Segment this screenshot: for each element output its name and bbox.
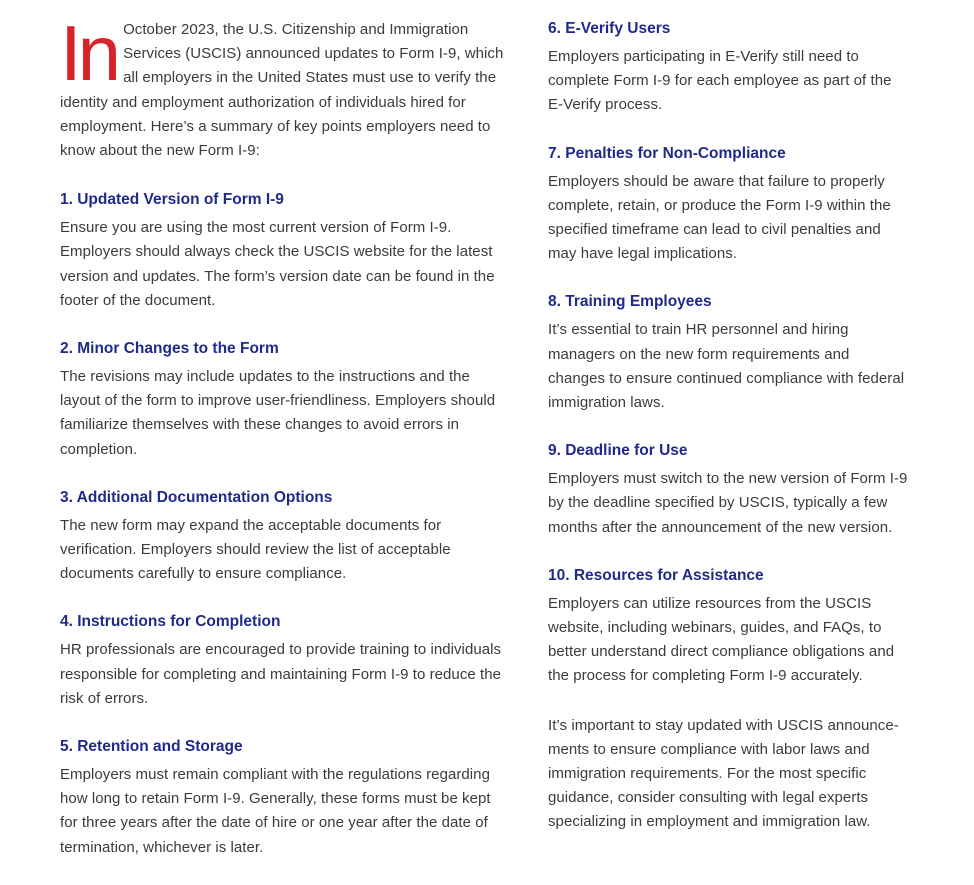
section-body: HR professionals are encouraged to provide training to individuals responsible for completing and maintaining Form I-9 to reduce the risk of errors. [60, 641, 502, 707]
section-body: Employers participating in E-Verify still need to complete Form I-9 for each employee as part of the E-Verify process. [548, 48, 892, 114]
section-body: Employers must switch to the new version of Form I-9 by the deadline specified by USCIS, typically a few months after the announcement of the new version. [548, 470, 908, 536]
section-body: The new form may expand the acceptable documents for verification. Employers should review the list of acceptable documents carefully to ensure compliance. [60, 516, 451, 583]
section-9 [548, 440, 910, 540]
section-title: 5. Retention and Storage [60, 738, 243, 756]
section-body: It’s essential to train HR personnel and hiring managers on the new form requirements and changes to ensure continued compliance with federal immigration laws. [548, 321, 905, 412]
section-title: 6. E-Verify Users [548, 20, 671, 37]
section-title: 3. Additional Documentation Options [60, 488, 333, 506]
section-title: 7. Penalties for Non-Compliance [548, 144, 786, 162]
section-10 [548, 565, 910, 689]
section-5 [60, 736, 506, 860]
section-title: 2. Minor Changes to the Form [60, 340, 279, 358]
section-8 [548, 291, 910, 415]
section-2 [60, 338, 506, 462]
section-title: 10. Resources for Assistance [548, 566, 764, 584]
closing-paragraph: It’s important to stay updated with USCIS announce-ments to ensure compliance with labor laws and immigration requirements. For the most specific guidance, consider consulting with legal experts specializing in employment and immigration law. [548, 716, 899, 831]
section-6 [548, 18, 910, 118]
left-column [60, 9, 506, 885]
section-body: Employers must remain compliant with the regulations regarding how long to retain Form I-9. Generally, these forms must be kept for three years after the date of hire or one year after the date of termination, whichever is later. [60, 766, 491, 856]
intro-paragraph [60, 9, 506, 163]
drop-cap: In [60, 9, 118, 97]
section-title: 9. Deadline for Use [548, 442, 688, 460]
section-title: 4. Instructions for Completion [60, 613, 281, 631]
intro-text: October 2023, the U.S. Citizenship and Immigration Services (USCIS) announced updates to Form I-9, which all employers in the United States must use to verify the identity and employment authorization of individuals hired for employment. Here’s a summary of key points employers need to know about the new Form I-9: [60, 21, 504, 160]
section-body: Employers should be aware that failure to properly complete, retain, or produce the Form I-9 within the specified timeframe can lead to civil penalties and may have legal implications. [548, 172, 891, 263]
section-body: Employers can utilize resources from the USCIS website, including webinars, guides, and FAQs, to better understand direct compliance obligations and the process for completing Form I-9 accurately. [548, 594, 895, 685]
section-7 [548, 143, 910, 267]
section-4 [60, 611, 506, 711]
right-column [548, 18, 910, 835]
section-body: Ensure you are using the most current version of Form I-9. Employers should always check the USCIS website for the latest version and updates. The form’s version date can be found in the footer of the document. [60, 219, 495, 309]
section-3 [60, 487, 506, 587]
section-title: 1. Updated Version of Form I-9 [60, 191, 284, 209]
section-title: 8. Training Employees [548, 293, 712, 311]
section-1 [60, 189, 506, 313]
section-body: The revisions may include updates to the instructions and the layout of the form to improve user-friendliness. Employers should familiarize themselves with these changes to avoid errors in completion. [60, 368, 496, 458]
